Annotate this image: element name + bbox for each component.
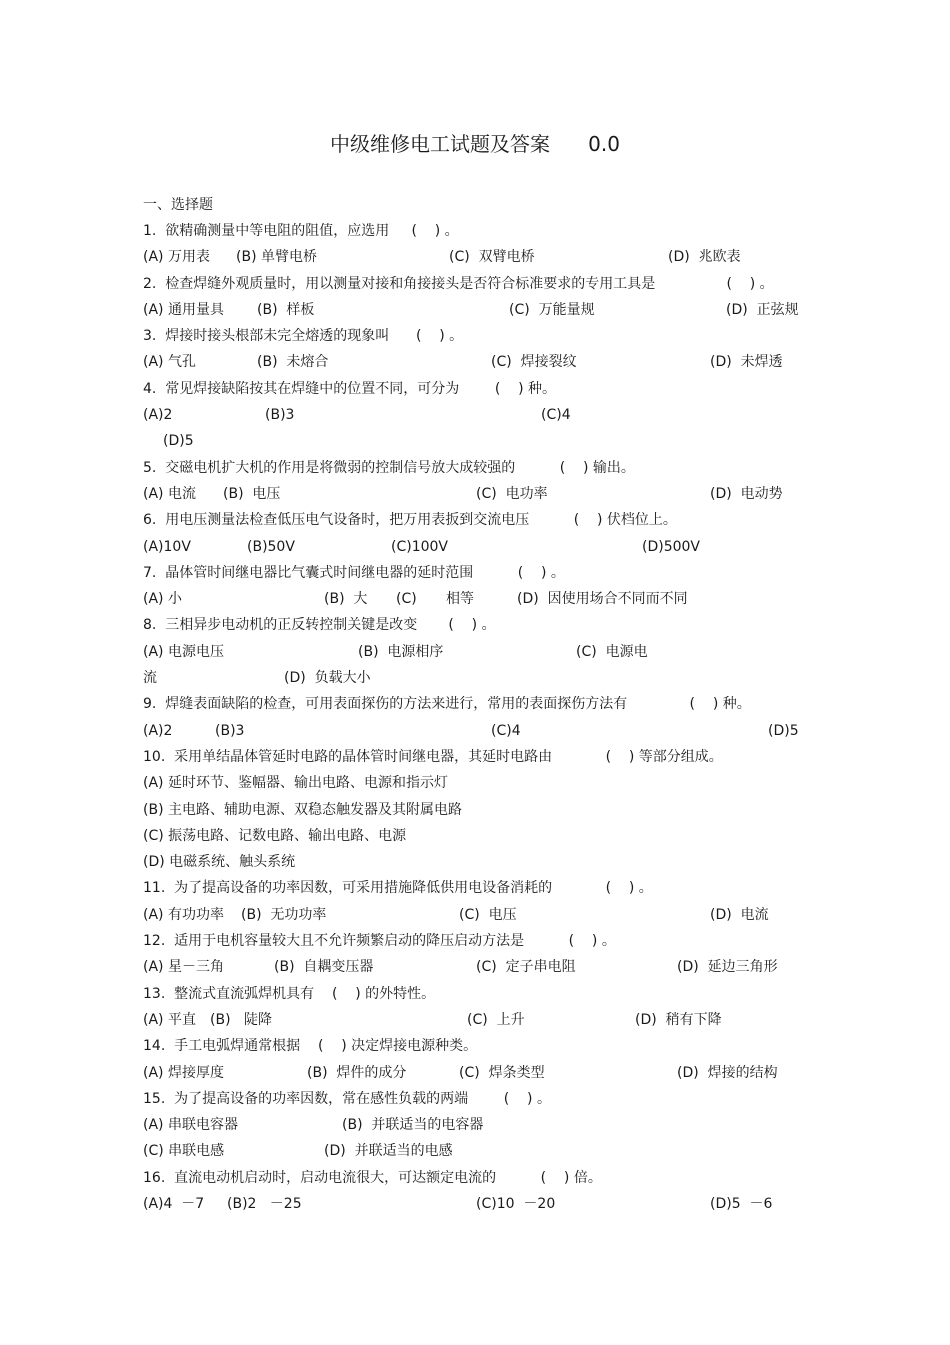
option-d: (D) 正弦规 <box>726 301 799 318</box>
option-a: (A) 气孔 <box>143 354 196 371</box>
option-c: (C) 振荡电路、记数电路、输出电路、电源 <box>143 827 407 844</box>
question-text: 4. 常见焊接缺陷按其在焊缝中的位置不同，可分为 ( ) 种。 <box>143 380 557 397</box>
question-text: 7. 晶体管时间继电器比气囊式时间继电器的延时范围 ( ) 。 <box>143 564 565 581</box>
question-text: 9. 焊缝表面缺陷的检查，可用表面探伤的方法来进行，常用的表面探伤方法有 ( ) 种。 <box>143 696 751 713</box>
option-row <box>143 349 823 375</box>
option-d: (D) 稍有下降 <box>635 1011 722 1028</box>
option-d: (D) 未焊透 <box>710 354 783 371</box>
question-13 <box>143 981 823 1034</box>
question-text: 3. 焊接时接头根部未完全熔透的现象叫 ( ) 。 <box>143 328 464 345</box>
option-c: (C) 电压 <box>459 906 517 923</box>
question-10-option-c <box>143 823 823 849</box>
option-b: (B) 自耦变压器 <box>274 959 374 976</box>
option-c-text: 相等 <box>446 591 474 608</box>
option-b: (B)3 <box>265 407 295 424</box>
option-d: (D)5 <box>163 433 194 450</box>
option-a: (A)4 －7 <box>143 1195 205 1212</box>
option-b: (B) 主电路、辅助电源、双稳态触发器及其附属电路 <box>143 801 462 818</box>
option-d: (D) 兆欧表 <box>668 249 741 266</box>
option-row <box>143 902 823 928</box>
question-12 <box>143 928 823 981</box>
option-c: (C) 万能量规 <box>509 301 595 318</box>
option-a: (A)2 <box>143 722 173 739</box>
option-a: (A) 串联电容器 <box>143 1117 238 1134</box>
question-11 <box>143 875 823 928</box>
option-c: (C)4 <box>491 722 521 739</box>
question-10-option-d <box>143 849 823 875</box>
option-d: (D) 电动势 <box>710 485 783 502</box>
option-b: (B) 大 <box>324 591 368 608</box>
option-c: (C) 焊接裂纹 <box>491 354 577 371</box>
option-d: (D) 电磁系统、触头系统 <box>143 854 296 871</box>
option-row <box>143 954 823 980</box>
option-d: (D) 负载大小 <box>284 670 371 687</box>
option-b: (B) 焊件的成分 <box>307 1064 407 1081</box>
question-text: 15. 为了提高设备的功率因数，常在感性负载的两端 ( ) 。 <box>143 1090 551 1107</box>
question-15 <box>143 1086 823 1165</box>
option-a: (A)2 <box>143 407 173 424</box>
option-row <box>143 481 823 507</box>
option-b: (B) 未熔合 <box>257 354 329 371</box>
option-b: (B) 单臂电桥 <box>236 249 317 266</box>
question-10-option-b <box>143 797 823 823</box>
option-row <box>143 1191 823 1217</box>
question-text: 13. 整流式直流弧焊机具有 ( ) 的外特性。 <box>143 985 436 1002</box>
option-row <box>143 1060 823 1086</box>
question-8 <box>143 612 823 691</box>
option-b: (B) 并联适当的电容器 <box>342 1117 484 1134</box>
question-1 <box>143 218 823 271</box>
option-d: (D) 并联适当的电感 <box>324 1143 453 1160</box>
option-row <box>143 402 823 455</box>
option-a: (A)10V <box>143 538 191 555</box>
option-b: (B) <box>210 1011 231 1028</box>
option-a: (A) 焊接厚度 <box>143 1064 224 1081</box>
question-10-option-a <box>143 770 823 796</box>
option-c: (C)4 <box>541 407 571 424</box>
option-b: (B) 无功功率 <box>241 906 327 923</box>
page-title: 中级维修电工试题及答案 0.0 <box>330 132 620 156</box>
option-b: (B) 电压 <box>223 485 281 502</box>
question-text: 8. 三相异步电动机的正反转控制关键是改变 ( ) 。 <box>143 617 496 634</box>
option-b: (B)50V <box>247 538 295 555</box>
option-a: (A) 平直 <box>143 1011 196 1028</box>
option-a: (A) 有功功率 <box>143 906 224 923</box>
option-b: (B) 电源相序 <box>358 643 444 660</box>
option-row <box>143 1112 823 1138</box>
option-row <box>143 586 823 612</box>
question-9 <box>143 691 823 744</box>
option-row <box>143 639 823 692</box>
option-a: (A) 电源电压 <box>143 643 224 660</box>
question-6 <box>143 507 823 560</box>
option-a: (A) 通用量具 <box>143 301 224 318</box>
option-b-text: 陡降 <box>244 1011 272 1028</box>
option-c: (C) 电功率 <box>476 485 548 502</box>
option-row <box>143 1007 823 1033</box>
option-row <box>143 244 823 270</box>
option-a: (A) 延时环节、鉴幅器、输出电路、电源和指示灯 <box>143 775 448 792</box>
option-d: (D)5 <box>768 722 799 739</box>
option-d: (D) 电流 <box>710 906 769 923</box>
question-text: 2. 检查焊缝外观质量时，用以测量对接和角接接头是否符合标准要求的专用工具是 ( ) 。 <box>143 275 774 292</box>
question-text: 12. 适用于电机容量较大且不允许频繁启动的降压启动方法是 ( ) 。 <box>143 933 616 950</box>
option-row <box>143 718 823 744</box>
option-row <box>143 534 823 560</box>
option-c: (C) 双臂电桥 <box>449 249 535 266</box>
option-c: (C) 串联电感 <box>143 1143 225 1160</box>
option-d: (D)5 －6 <box>710 1195 773 1212</box>
question-text: 16. 直流电动机启动时，启动电流很大，可达额定电流的 ( ) 倍。 <box>143 1169 602 1186</box>
option-c: (C) <box>396 591 417 608</box>
option-c: (C) 电源电 <box>576 643 648 660</box>
option-a: (A) 万用表 <box>143 249 210 266</box>
option-b: (B) 样板 <box>257 301 315 318</box>
question-10 <box>143 744 823 770</box>
question-2 <box>143 271 823 324</box>
question-text: 11. 为了提高设备的功率因数，可采用措施降低供用电设备消耗的 ( ) 。 <box>143 880 653 897</box>
option-d: (D)500V <box>642 538 701 555</box>
question-text: 14. 手工电弧焊通常根据 ( ) 决定焊接电源种类。 <box>143 1038 478 1055</box>
option-d: (D) 焊接的结构 <box>677 1064 778 1081</box>
question-4 <box>143 376 823 455</box>
option-d: (D) 延边三角形 <box>677 959 778 976</box>
question-14 <box>143 1033 823 1086</box>
option-c: (C) 定子串电阻 <box>476 959 576 976</box>
option-a: (A) 星－三角 <box>143 959 224 976</box>
question-text: 6. 用电压测量法检查低压电气设备时，把万用表扳到交流电压 ( ) 伏档位上。 <box>143 512 677 529</box>
option-row <box>143 297 823 323</box>
question-3 <box>143 323 823 376</box>
option-c: (C) 焊条类型 <box>459 1064 545 1081</box>
option-c-continued: 流 <box>143 670 157 687</box>
option-b: (B)3 <box>215 722 245 739</box>
question-7 <box>143 560 823 613</box>
question-text: 1. 欲精确测量中等电阻的阻值，应选用 ( ) 。 <box>143 223 459 239</box>
question-text: 5. 交磁电机扩大机的作用是将微弱的控制信号放大成较强的 ( ) 输出。 <box>143 459 635 476</box>
question-5 <box>143 455 823 508</box>
option-c: (C) 上升 <box>467 1011 525 1028</box>
option-a: (A) 小 <box>143 591 182 608</box>
option-a: (A) 电流 <box>143 485 196 502</box>
option-c: (C)10 －20 <box>476 1195 556 1212</box>
question-list <box>143 218 823 1217</box>
question-text: 10. 采用单结晶体管延时电路的晶体管时间继电器，其延时电路由 ( ) 等部分组成。 <box>143 748 723 765</box>
option-d: (D) 因使用场合不同而不同 <box>517 591 688 608</box>
option-row-2 <box>143 1138 823 1164</box>
option-b: (B)2 －25 <box>227 1195 302 1212</box>
section-heading: 一、选择题 <box>143 197 213 213</box>
option-c: (C)100V <box>391 538 448 555</box>
question-16 <box>143 1165 823 1218</box>
